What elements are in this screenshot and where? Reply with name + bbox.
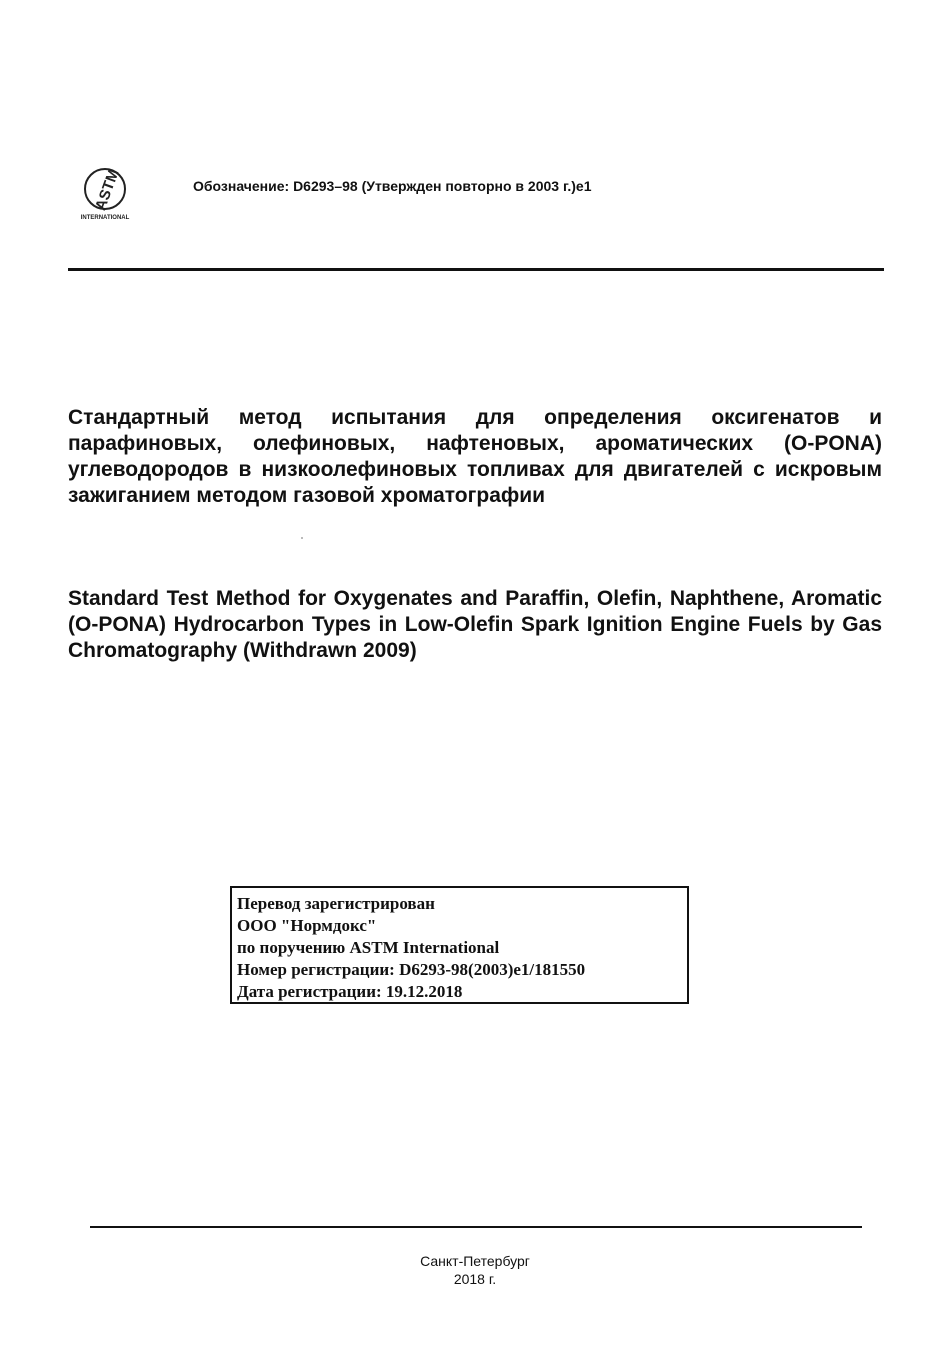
astm-logo	[78, 165, 132, 223]
registration-line-company: ООО "Нормдокс"	[237, 916, 377, 935]
footer-divider	[90, 1226, 862, 1228]
footer-city: Санкт-Петербург	[420, 1253, 530, 1269]
title-russian: Стандартный метод испытания для определения оксигенатов и парафиновых, олефиновых, нафтеновых, ароматических (O-PONA) углеводородов в низкоолефиновых топливах для двигателей с искровым зажиганием методом газовой хроматографии	[68, 406, 882, 507]
footer	[0, 1252, 950, 1288]
registration-line-translation: Перевод зарегистрирован	[237, 894, 435, 913]
document-designation: Обозначение: D6293–98 (Утвержден повторно в 2003 г.)е1	[193, 178, 592, 194]
footer-year: 2018 г.	[453, 1271, 497, 1287]
header-divider	[68, 268, 884, 271]
registration-line-date: Дата регистрации: 19.12.2018	[237, 982, 463, 1001]
registration-line-on-behalf: по поручению ASTM International	[237, 938, 500, 957]
registration-line-number: Номер регистрации: D6293-98(2003)e1/181550	[237, 960, 586, 979]
title-english: Standard Test Method for Oxygenates and Paraffin, Olefin, Naphthene, Aromatic (O-PONA) Hydrocarbon Types in Low-Olefin Spark Ignition Engine Fuels by Gas Chromatography (Withdrawn 2009)	[68, 587, 882, 662]
astm-logo-subtext: INTERNATIONAL	[80, 215, 130, 221]
registration-box	[230, 886, 689, 1004]
stray-mark	[301, 537, 303, 539]
astm-logo-letters: ASTM	[92, 166, 123, 213]
